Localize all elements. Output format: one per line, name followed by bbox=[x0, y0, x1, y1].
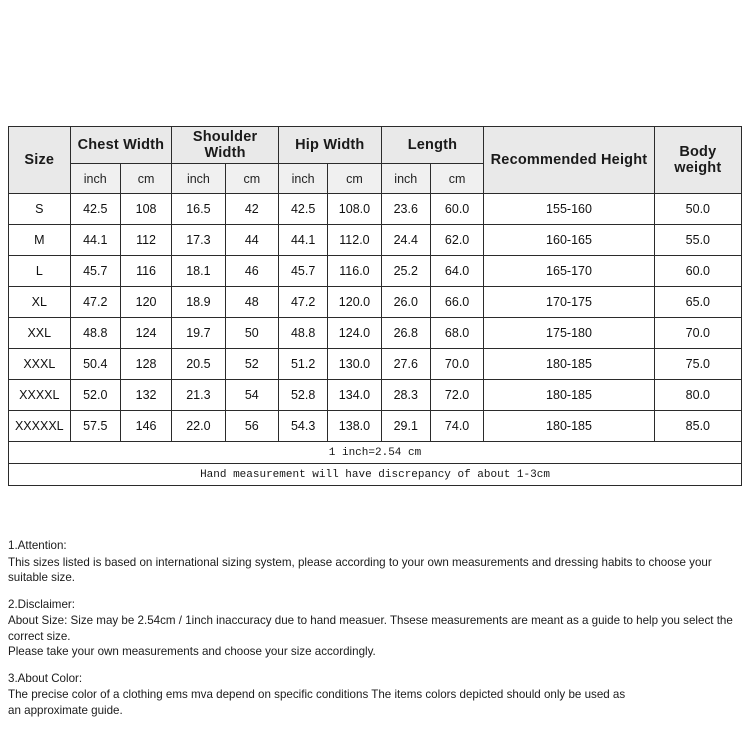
header-recommended-height: Recommended Height bbox=[484, 127, 654, 194]
cell-hip-cm: 112.0 bbox=[328, 225, 381, 256]
cell-chest-cm: 128 bbox=[120, 349, 171, 380]
cell-height: 160-165 bbox=[484, 225, 654, 256]
cell-shoulder-cm: 48 bbox=[225, 287, 278, 318]
cell-hip-inch: 42.5 bbox=[278, 194, 327, 225]
cell-length-cm: 72.0 bbox=[430, 380, 483, 411]
conversion-note: 1 inch=2.54 cm bbox=[9, 442, 742, 464]
cell-weight: 70.0 bbox=[654, 318, 741, 349]
header-chest-width: Chest Width bbox=[70, 127, 172, 164]
unit-chest-cm: cm bbox=[120, 164, 171, 194]
cell-weight: 50.0 bbox=[654, 194, 741, 225]
cell-length-inch: 29.1 bbox=[381, 411, 430, 442]
cell-hip-cm: 124.0 bbox=[328, 318, 381, 349]
unit-length-cm: cm bbox=[430, 164, 483, 194]
cell-length-inch: 26.0 bbox=[381, 287, 430, 318]
cell-shoulder-inch: 22.0 bbox=[172, 411, 225, 442]
cell-chest-cm: 116 bbox=[120, 256, 171, 287]
cell-shoulder-inch: 18.9 bbox=[172, 287, 225, 318]
cell-hip-inch: 47.2 bbox=[278, 287, 327, 318]
note-attention-body: This sizes listed is based on international sizing system, please according to your own measurements and dressing habits to choose your suitable size. bbox=[8, 555, 712, 584]
cell-size: S bbox=[9, 194, 71, 225]
cell-size: XXXXXL bbox=[9, 411, 71, 442]
cell-chest-inch: 48.8 bbox=[70, 318, 120, 349]
cell-shoulder-cm: 56 bbox=[225, 411, 278, 442]
cell-hip-inch: 48.8 bbox=[278, 318, 327, 349]
header-shoulder-width: Shoulder Width bbox=[172, 127, 279, 164]
cell-hip-cm: 120.0 bbox=[328, 287, 381, 318]
cell-hip-inch: 51.2 bbox=[278, 349, 327, 380]
cell-length-inch: 25.2 bbox=[381, 256, 430, 287]
unit-chest-inch: inch bbox=[70, 164, 120, 194]
cell-length-cm: 62.0 bbox=[430, 225, 483, 256]
cell-chest-inch: 44.1 bbox=[70, 225, 120, 256]
cell-weight: 55.0 bbox=[654, 225, 741, 256]
table-row bbox=[9, 380, 742, 411]
header-length: Length bbox=[381, 127, 484, 164]
cell-hip-inch: 45.7 bbox=[278, 256, 327, 287]
cell-chest-cm: 108 bbox=[120, 194, 171, 225]
note-disclaimer-title: 2.Disclaimer: bbox=[8, 597, 75, 611]
cell-hip-cm: 116.0 bbox=[328, 256, 381, 287]
cell-shoulder-inch: 16.5 bbox=[172, 194, 225, 225]
cell-chest-inch: 42.5 bbox=[70, 194, 120, 225]
cell-size: XXXL bbox=[9, 349, 71, 380]
cell-hip-inch: 44.1 bbox=[278, 225, 327, 256]
cell-size: XXXXL bbox=[9, 380, 71, 411]
cell-weight: 85.0 bbox=[654, 411, 741, 442]
unit-hip-inch: inch bbox=[278, 164, 327, 194]
cell-height: 165-170 bbox=[484, 256, 654, 287]
cell-weight: 75.0 bbox=[654, 349, 741, 380]
cell-size: M bbox=[9, 225, 71, 256]
cell-shoulder-cm: 46 bbox=[225, 256, 278, 287]
cell-shoulder-cm: 42 bbox=[225, 194, 278, 225]
size-chart-table-wrap bbox=[8, 126, 742, 486]
cell-shoulder-inch: 18.1 bbox=[172, 256, 225, 287]
cell-length-inch: 24.4 bbox=[381, 225, 430, 256]
cell-chest-inch: 52.0 bbox=[70, 380, 120, 411]
cell-weight: 80.0 bbox=[654, 380, 741, 411]
cell-weight: 60.0 bbox=[654, 256, 741, 287]
table-row bbox=[9, 194, 742, 225]
table-row bbox=[9, 349, 742, 380]
cell-height: 155-160 bbox=[484, 194, 654, 225]
cell-chest-cm: 120 bbox=[120, 287, 171, 318]
cell-shoulder-inch: 19.7 bbox=[172, 318, 225, 349]
cell-length-cm: 70.0 bbox=[430, 349, 483, 380]
note-attention bbox=[8, 538, 748, 586]
header-body-weight: Body weight bbox=[654, 127, 741, 194]
note-disclaimer bbox=[8, 597, 748, 660]
cell-length-cm: 66.0 bbox=[430, 287, 483, 318]
cell-hip-inch: 52.8 bbox=[278, 380, 327, 411]
cell-shoulder-inch: 17.3 bbox=[172, 225, 225, 256]
cell-length-inch: 28.3 bbox=[381, 380, 430, 411]
cell-length-cm: 64.0 bbox=[430, 256, 483, 287]
header-hip-width: Hip Width bbox=[278, 127, 381, 164]
cell-shoulder-cm: 44 bbox=[225, 225, 278, 256]
note-about-color bbox=[8, 671, 748, 719]
notes-section bbox=[8, 538, 748, 729]
cell-hip-inch: 54.3 bbox=[278, 411, 327, 442]
cell-chest-cm: 112 bbox=[120, 225, 171, 256]
unit-length-inch: inch bbox=[381, 164, 430, 194]
note-disclaimer-body-1: About Size: Size may be 2.54cm / 1inch inaccuracy due to hand measuer. Thsese measurements are meant as a guide to help you select the correct size. bbox=[8, 614, 733, 643]
cell-height: 180-185 bbox=[484, 411, 654, 442]
cell-hip-cm: 138.0 bbox=[328, 411, 381, 442]
note-attention-title: 1.Attention: bbox=[8, 539, 67, 552]
note-color-body-1: The precise color of a clothing ems mva depend on specific conditions The items colors depicted should only be used as bbox=[8, 688, 626, 701]
cell-length-cm: 68.0 bbox=[430, 318, 483, 349]
table-row bbox=[9, 318, 742, 349]
cell-chest-cm: 132 bbox=[120, 380, 171, 411]
cell-shoulder-inch: 21.3 bbox=[172, 380, 225, 411]
size-chart-table bbox=[8, 126, 742, 486]
cell-chest-inch: 45.7 bbox=[70, 256, 120, 287]
header-size: Size bbox=[9, 127, 71, 194]
table-row bbox=[9, 287, 742, 318]
cell-shoulder-cm: 50 bbox=[225, 318, 278, 349]
cell-height: 175-180 bbox=[484, 318, 654, 349]
table-row bbox=[9, 256, 742, 287]
cell-shoulder-inch: 20.5 bbox=[172, 349, 225, 380]
cell-shoulder-cm: 54 bbox=[225, 380, 278, 411]
cell-weight: 65.0 bbox=[654, 287, 741, 318]
cell-size: L bbox=[9, 256, 71, 287]
cell-size: XXL bbox=[9, 318, 71, 349]
cell-chest-inch: 47.2 bbox=[70, 287, 120, 318]
unit-shoulder-cm: cm bbox=[225, 164, 278, 194]
cell-length-cm: 74.0 bbox=[430, 411, 483, 442]
note-disclaimer-body-2: Please take your own measurements and choose your size accordingly. bbox=[8, 645, 376, 658]
cell-hip-cm: 134.0 bbox=[328, 380, 381, 411]
cell-hip-cm: 130.0 bbox=[328, 349, 381, 380]
cell-chest-cm: 124 bbox=[120, 318, 171, 349]
cell-chest-inch: 57.5 bbox=[70, 411, 120, 442]
cell-height: 180-185 bbox=[484, 380, 654, 411]
table-header-row bbox=[9, 127, 742, 164]
cell-height: 180-185 bbox=[484, 349, 654, 380]
table-footer-discrepancy bbox=[9, 464, 742, 486]
cell-height: 170-175 bbox=[484, 287, 654, 318]
table-row bbox=[9, 225, 742, 256]
discrepancy-note: Hand measurement will have discrepancy of about 1-3cm bbox=[9, 464, 742, 486]
cell-hip-cm: 108.0 bbox=[328, 194, 381, 225]
table-row bbox=[9, 411, 742, 442]
cell-length-cm: 60.0 bbox=[430, 194, 483, 225]
cell-chest-cm: 146 bbox=[120, 411, 171, 442]
cell-shoulder-cm: 52 bbox=[225, 349, 278, 380]
cell-length-inch: 26.8 bbox=[381, 318, 430, 349]
note-color-title: 3.About Color: bbox=[8, 671, 83, 685]
cell-chest-inch: 50.4 bbox=[70, 349, 120, 380]
unit-shoulder-inch: inch bbox=[172, 164, 225, 194]
cell-length-inch: 27.6 bbox=[381, 349, 430, 380]
unit-hip-cm: cm bbox=[328, 164, 381, 194]
table-footer-conversion bbox=[9, 442, 742, 464]
cell-length-inch: 23.6 bbox=[381, 194, 430, 225]
note-color-body-2: an approximate guide. bbox=[8, 703, 123, 717]
cell-size: XL bbox=[9, 287, 71, 318]
